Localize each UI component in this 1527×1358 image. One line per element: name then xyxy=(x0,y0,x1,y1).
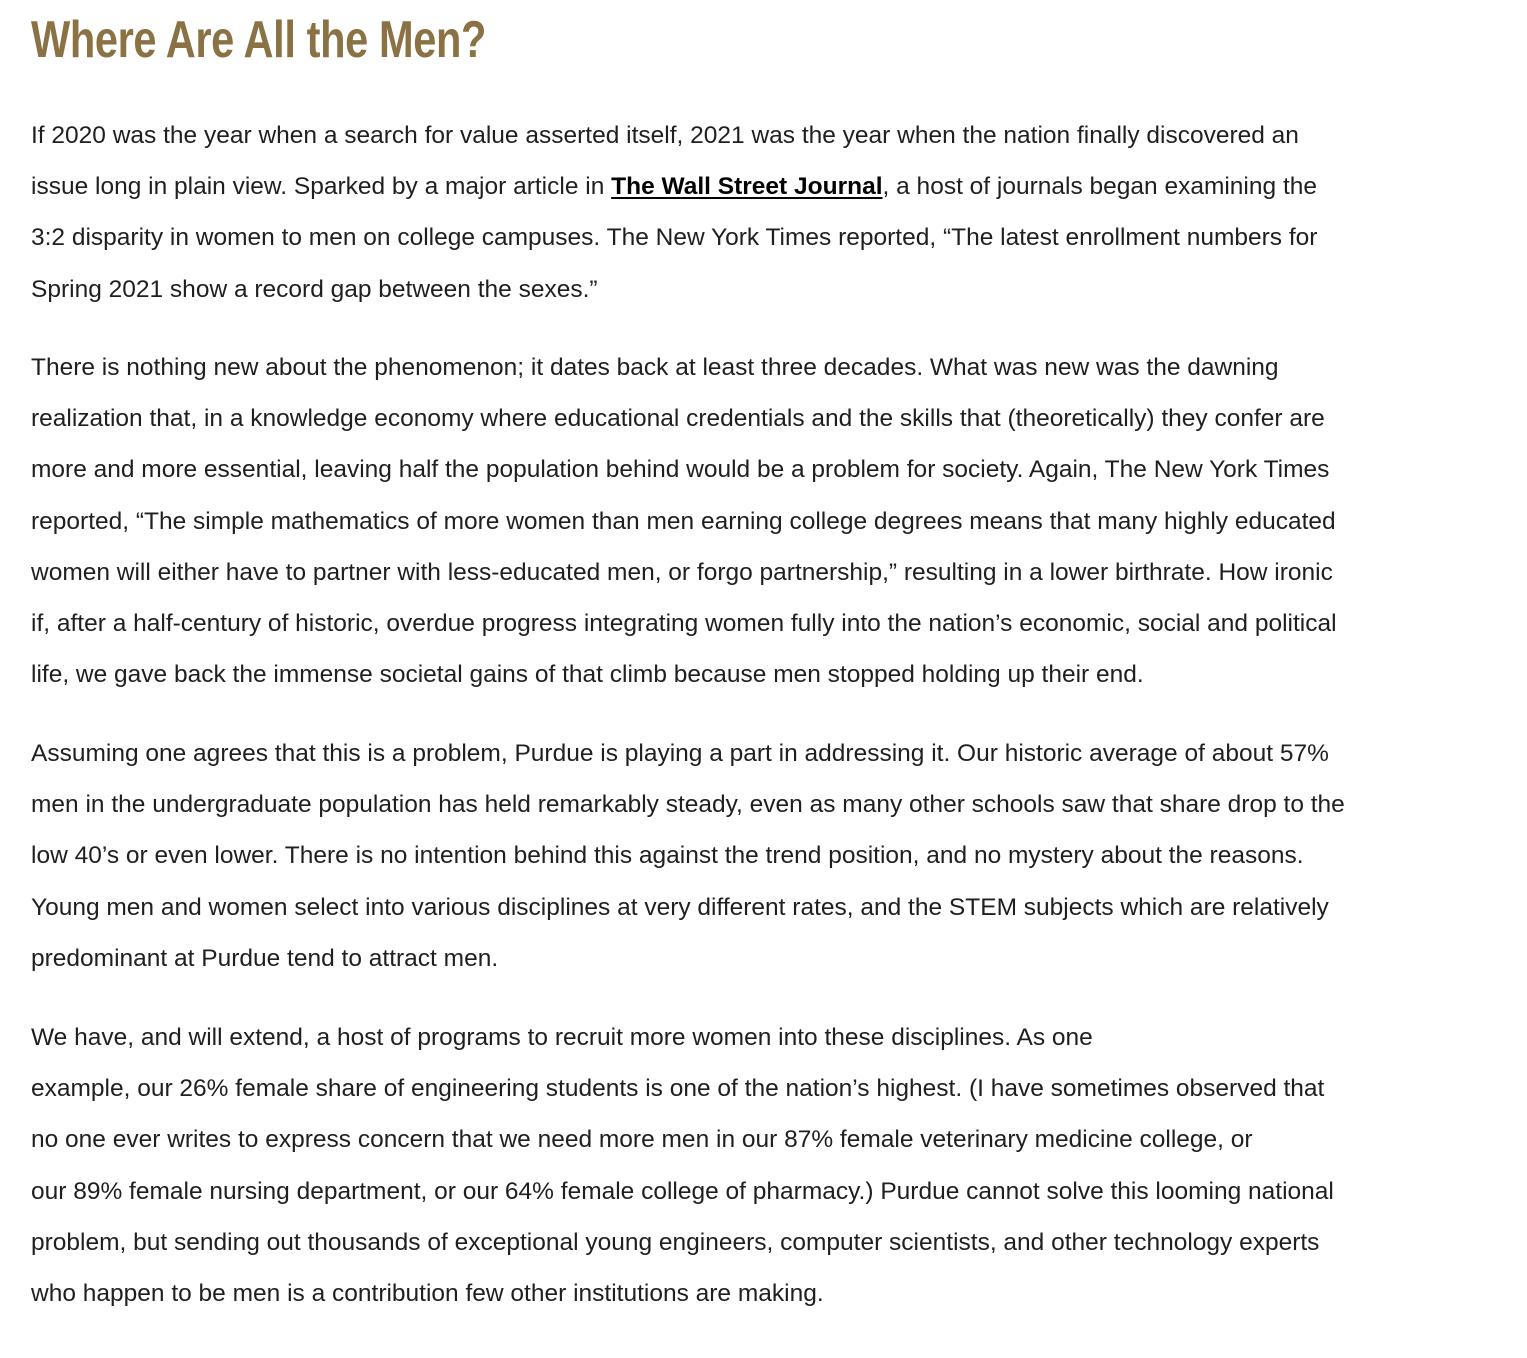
text-line: problem, but sending out thousands of exceptional young engineers, computer scientists, and other technology experts xyxy=(31,1228,1320,1256)
paragraph-4 xyxy=(31,1012,1501,1319)
text-line: 3:2 disparity in women to men on college campuses. The New York Times reported, “The latest enrollment numbers for xyxy=(31,224,1318,252)
text-line: more and more essential, leaving half the population behind would be a problem for society. Again, The New York Times xyxy=(31,456,1330,484)
text-line xyxy=(31,161,1501,212)
text-line: realization that, in a knowledge economy where educational credentials and the skills that (theoretically) they confer are xyxy=(31,405,1325,433)
text-line: men in the undergraduate population has held remarkably steady, even as many other schools saw that share drop to the xyxy=(31,791,1345,819)
text-line: no one ever writes to express concern that we need more men in our 87% female veterinary medicine college, or xyxy=(31,1126,1253,1154)
text-line: reported, “The simple mathematics of more women than men earning college degrees means that many highly educated xyxy=(31,507,1336,535)
paragraph-3 xyxy=(31,728,1501,984)
wall-street-journal-link[interactable]: The Wall Street Journal xyxy=(611,173,883,201)
text-line: low 40’s or even lower. There is no intention behind this against the trend position, and no mystery about the reasons. xyxy=(31,842,1304,870)
text-line: example, our 26% female share of engineering students is one of the nation’s highest. (I have sometimes observed that xyxy=(31,1075,1325,1103)
text-line: Young men and women select into various disciplines at very different rates, and the STEM subjects which are relatively xyxy=(31,893,1329,921)
text-line: There is nothing new about the phenomenon; it dates back at least three decades. What was new was the dawning xyxy=(31,354,1279,381)
article-heading: Where Are All the Men? xyxy=(31,11,487,69)
text-line: if, after a half-century of historic, overdue progress integrating women fully into the nation’s economic, social and political xyxy=(31,609,1337,637)
text-line: Spring 2021 show a record gap between the sexes.” xyxy=(31,275,598,303)
text-line: predominant at Purdue tend to attract men. xyxy=(31,944,499,972)
text-line: We have, and will extend, a host of programs to recruit more women into these disciplines. As one xyxy=(31,1024,1093,1051)
text-line: who happen to be men is a contribution few other institutions are making. xyxy=(31,1279,824,1307)
paragraph-2 xyxy=(31,342,1501,700)
text-line: life, we gave back the immense societal gains of that climb because men stopped holding up their end. xyxy=(31,661,1144,689)
text-line: Assuming one agrees that this is a problem, Purdue is playing a part in addressing it. Our historic average of about 57% xyxy=(31,740,1329,767)
text-segment: issue long in plain view. Sparked by a major article in xyxy=(31,173,612,201)
text-line: our 89% female nursing department, or our 64% female college of pharmacy.) Purdue cannot solve this looming national xyxy=(31,1177,1334,1205)
text-line: If 2020 was the year when a search for value asserted itself, 2021 was the year when the nation finally discovered an xyxy=(31,122,1299,149)
text-line: women will either have to partner with less-educated men, or forgo partnership,” resulting in a lower birthrate. How ironic xyxy=(31,558,1333,586)
text-segment: , a host of journals began examining the xyxy=(882,173,1317,201)
paragraph-1 xyxy=(31,110,1501,315)
